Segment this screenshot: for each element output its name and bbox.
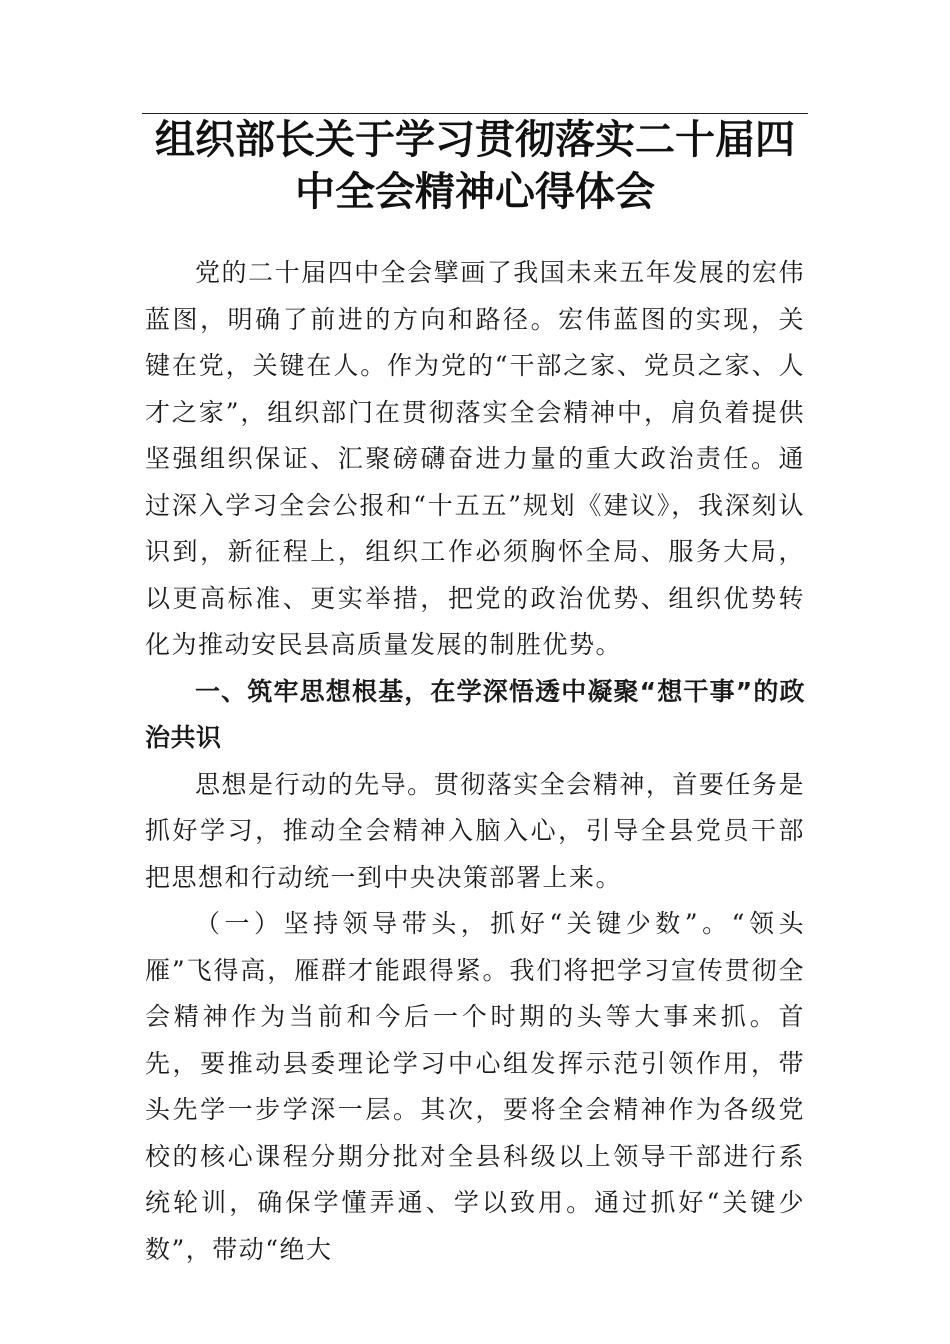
subsection-1-paragraph: （一）坚持领导带头，抓好“关键少数”。“领头雁”飞得高，雁群才能跟得紧。我们将把学习宣传贯彻全会精神作为当前和今后一个时期的头等大事来抓。首先，要推动县委理论学习中心组发挥示范引领作用，带头先学一步学深一层。其次，要将全会精神作为各级党校的核心课程分期分批对全县科级以上领导干部进行系统轮训，确保学懂弄通、学以致用。通过抓好“关键少数”，带动“绝大 bbox=[145, 909, 805, 1264]
section-1-paragraph: 思想是行动的先导。贯彻落实全会精神，首要任务是抓好学习，推动全会精神入脑入心，引导全县党员干部把思想和行动统一到中央决策部署上来。 bbox=[145, 769, 805, 892]
document-title: 组织部长关于学习贯彻落实二十届四中全会精神心得体会 bbox=[155, 116, 795, 215]
section-heading-1: 一、筑牢思想根基，在学深悟透中凝聚“想干事”的政治共识 bbox=[145, 676, 805, 752]
intro-paragraph: 党的二十届四中全会擘画了我国未来五年发展的宏伟蓝图，明确了前进的方向和路径。宏伟蓝图的实现，关键在党，关键在人。作为党的“干部之家、党员之家、人才之家”，组织部门在贯彻落实全会精神中，肩负着提供坚强组织保证、汇聚磅礴奋进力量的重大政治责任。通过深入学习全会公报和“十五五”规划《建议》，我深刻认识到，新征程上，组织工作必须胸怀全局、服务大局，以更高标准、更实举措，把党的政治优势、组织优势转化为推动安民县高质量发展的制胜优势。 bbox=[145, 258, 805, 659]
document-body bbox=[145, 250, 805, 1273]
